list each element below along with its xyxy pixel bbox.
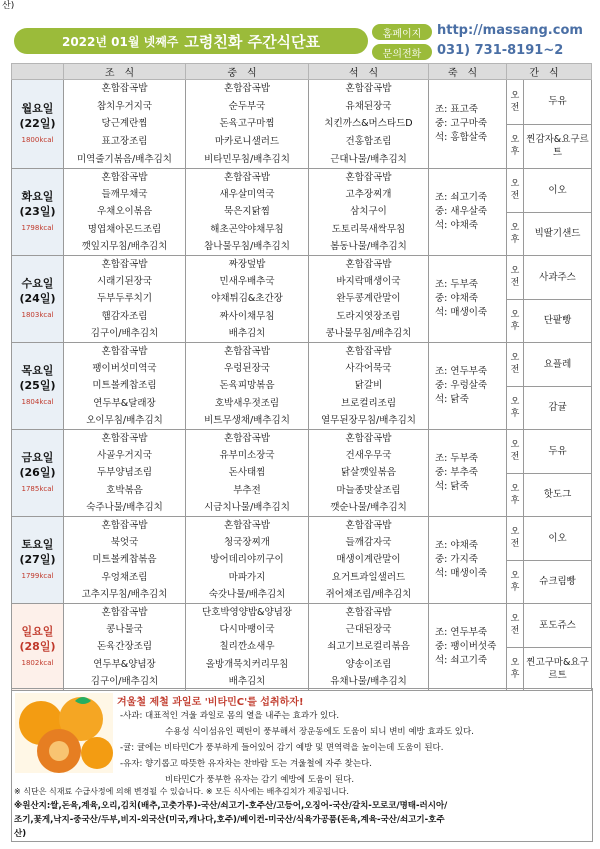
juk-item: 중: 새우살죽 — [435, 206, 488, 217]
juk-item: 조: 두부죽 — [435, 279, 478, 290]
tip-line: 수용성 식이섬유인 펙틴이 풍부해서 장운동에도 도움이 되니 변비 예방 효과도 있다. — [165, 727, 474, 737]
am-label: 오전 — [507, 517, 524, 561]
dinner-cell — [309, 343, 429, 430]
day-date: (27일) — [19, 553, 56, 566]
menu-item: 도라지엿장조림 — [336, 310, 401, 322]
menu-item: 돈사태찜 — [228, 467, 266, 479]
day-cell — [12, 343, 64, 430]
menu-item: 돈육고구마찜 — [219, 118, 275, 130]
menu-item: 오이무침/배추김치 — [86, 414, 163, 426]
menu-item: 콩나물무침/배추김치 — [325, 327, 412, 339]
menu-item: 닭갈비 — [354, 380, 383, 392]
header-breakfast: 조식 — [64, 64, 186, 80]
lunch-cell — [186, 343, 309, 430]
juk-item: 중: 고구마죽 — [435, 118, 488, 129]
juk-item: 조: 표고죽 — [435, 104, 478, 115]
menu-item: 근대나물/배추김치 — [330, 153, 407, 165]
juk-cell — [429, 80, 507, 169]
day-row — [12, 604, 592, 648]
day-date: (22일) — [19, 117, 56, 130]
juk-item: 중: 팽이버섯죽 — [435, 641, 497, 652]
tip-line: 비타민C가 풍부한 유자는 감기 예방에 도움이 된다. — [165, 775, 355, 785]
juk-item: 조: 야채죽 — [435, 540, 478, 551]
pm-label: 오후 — [507, 473, 524, 517]
menu-item: 쥐어채조림/배추김치 — [325, 588, 412, 600]
day-cell — [12, 604, 64, 691]
lunch-cell — [186, 80, 309, 169]
pm-snack: 찐감자&요구르트 — [524, 124, 592, 169]
menu-item: 유채된장국 — [345, 100, 392, 112]
menu-item: 햄감자조림 — [101, 310, 148, 322]
pm-label: 오후 — [507, 647, 524, 691]
menu-item: 마늘종맛살조림 — [336, 484, 401, 496]
day-name: 화요일 — [21, 190, 54, 203]
menu-item: 혼합잡곡밥 — [101, 433, 148, 445]
juk-item: 중: 야채죽 — [435, 293, 478, 304]
pm-snack: 감귤 — [524, 386, 592, 430]
day-kcal: 1800kcal — [21, 136, 54, 144]
menu-item: 칠리깐쇼새우 — [219, 641, 275, 653]
dinner-cell — [309, 517, 429, 604]
day-row — [12, 80, 592, 125]
menu-item: 봄동나물/배추김치 — [330, 240, 407, 252]
menu-item: 민새우배추국 — [219, 276, 275, 288]
pm-label: 오후 — [507, 560, 524, 604]
am-label: 오전 — [507, 430, 524, 474]
day-name: 월요일 — [21, 102, 54, 115]
juk-item: 석: 홍합살죽 — [435, 132, 488, 143]
menu-item: 돈육피망볶음 — [219, 380, 275, 392]
menu-item: 숙갓나물/배추김치 — [208, 588, 286, 600]
menu-item: 깻순나물/배추김치 — [330, 501, 407, 513]
juk-item: 조: 연두부죽 — [435, 627, 488, 638]
menu-item: 혼합잡곡밥 — [101, 83, 148, 95]
menu-item: 양송이조림 — [345, 658, 392, 670]
breakfast-cell — [64, 169, 186, 256]
day-date: (28일) — [19, 640, 56, 653]
menu-item: 삼치구이 — [350, 206, 387, 218]
day-name: 일요일 — [21, 625, 54, 638]
menu-item: 새우살미역국 — [219, 189, 275, 201]
menu-item: 건홍합조림 — [345, 136, 392, 148]
header-dinner: 석식 — [309, 64, 429, 80]
juk-item: 중: 가지죽 — [435, 554, 478, 565]
juk-cell — [429, 604, 507, 691]
am-label: 오전 — [507, 169, 524, 213]
table-header — [12, 64, 592, 80]
juk-item: 조: 쇠고기죽 — [435, 192, 488, 203]
day-row — [12, 517, 592, 561]
menu-item: 콩나물국 — [106, 624, 143, 636]
day-kcal: 1802kcal — [21, 659, 54, 667]
week-label: 2022년 01월 넷째주 — [61, 34, 179, 49]
menu-item: 혼합잡곡밥 — [101, 346, 148, 358]
menu-item: 근대된장국 — [345, 624, 392, 636]
day-date: (24일) — [19, 292, 56, 305]
nutrition-tip-box — [11, 688, 593, 842]
menu-item: 시래기된장국 — [96, 276, 153, 288]
menu-item: 마카로니샐러드 — [214, 136, 280, 148]
menu-item: 마파가지 — [228, 571, 266, 583]
menu-item: 순두부국 — [228, 100, 266, 112]
menu-item: 완두콩계란말이 — [336, 293, 401, 305]
dinner-cell — [309, 604, 429, 691]
am-snack: 이오 — [524, 517, 592, 561]
header-lunch: 중식 — [186, 64, 309, 80]
juk-item: 석: 닭죽 — [435, 394, 469, 405]
menu-item: 숙주나물/배추김치 — [86, 501, 163, 513]
menu-item: 요거트과일샐러드 — [331, 571, 406, 583]
menu-item: 혼합잡곡밥 — [224, 83, 270, 95]
homepage-label: 홈페이지 — [372, 24, 432, 40]
menu-item: 혼합잡곡밥 — [345, 83, 392, 95]
header-day — [12, 64, 64, 80]
am-label: 오전 — [507, 256, 524, 300]
menu-item: 명엽채아몬드조림 — [87, 223, 162, 235]
menu-item: 짜장덮밥 — [228, 259, 266, 271]
menu-item: 돈육간장조림 — [96, 641, 153, 653]
menu-item: 단호박영양밥&양념장 — [201, 607, 292, 619]
day-name: 목요일 — [21, 364, 54, 377]
dinner-cell — [309, 256, 429, 343]
am-snack: 사과주스 — [524, 256, 592, 300]
breakfast-cell — [64, 430, 186, 517]
menu-item: 혼합잡곡밥 — [224, 433, 270, 445]
day-kcal: 1804kcal — [21, 398, 54, 406]
menu-item: 들깨무채국 — [101, 189, 148, 201]
menu-item: 시금치나물/배추김치 — [204, 501, 290, 513]
day-row — [12, 430, 592, 474]
menu-item: 치킨까스&머스타드D — [324, 118, 413, 130]
menu-item: 미트볼케찹조림 — [92, 380, 157, 392]
top-strip-text: 산) — [2, 1, 15, 11]
menu-item: 다시마팽이국 — [219, 624, 275, 636]
menu-item: 호박볶음 — [106, 484, 143, 496]
menu-item: 비타민무침/배추김치 — [204, 153, 290, 165]
day-row — [12, 169, 592, 213]
menu-item: 혼합잡곡밥 — [345, 520, 392, 532]
weekly-menu-table — [11, 63, 592, 691]
day-cell — [12, 256, 64, 343]
menu-item: 연두부&달래장 — [93, 397, 156, 409]
menu-item: 청국장찌개 — [224, 537, 270, 549]
menu-item: 연두부&양념장 — [93, 658, 156, 670]
pm-label: 오후 — [507, 299, 524, 343]
homepage-link[interactable]: http://massang.com — [437, 23, 583, 38]
menu-item: 두부두루치기 — [96, 293, 153, 305]
origin-line: 산) — [14, 829, 27, 839]
dinner-cell — [309, 430, 429, 517]
juk-item: 중: 우렁살죽 — [435, 380, 488, 391]
menu-item: 올방개묵치커리무침 — [205, 658, 289, 670]
pm-snack: 슈크림빵 — [524, 560, 592, 604]
menu-item: 매생이계란말이 — [336, 554, 401, 566]
day-kcal: 1798kcal — [21, 224, 54, 232]
menu-item: 미역줄기볶음/배추김치 — [77, 153, 172, 165]
breakfast-cell — [64, 80, 186, 169]
menu-item: 혼합잡곡밥 — [224, 346, 270, 358]
menu-item: 두부양념조림 — [96, 467, 153, 479]
menu-item: 혼합잡곡밥 — [345, 607, 392, 619]
page-title: 고령친화 주간식단표 — [184, 32, 321, 51]
menu-item: 부추전 — [233, 484, 261, 496]
menu-item: 브로컬리조림 — [340, 397, 397, 409]
origin-line: ※원산지:쌀,돈육,계육,오리,김치(배추,고춧가루)-국산/쇠고기-호주산/고등어,오징어-국산/갈치-모로코/명태-러시아/ — [14, 801, 448, 811]
day-date: (25일) — [19, 379, 56, 392]
menu-item: 비트무생채/배추김치 — [204, 414, 290, 426]
lunch-cell — [186, 169, 309, 256]
day-date: (26일) — [19, 466, 56, 479]
header-snack: 간식 — [507, 64, 592, 80]
menu-item: 참치우거지국 — [96, 100, 153, 112]
juk-item: 석: 쇠고기죽 — [435, 655, 488, 666]
pm-label: 오후 — [507, 386, 524, 430]
juk-cell — [429, 169, 507, 256]
menu-item: 김구이/배추김치 — [90, 675, 159, 687]
juk-item: 조: 두부죽 — [435, 453, 478, 464]
juk-item: 조: 연두부죽 — [435, 366, 488, 377]
day-row — [12, 256, 592, 300]
day-name: 토요일 — [21, 538, 54, 551]
menu-item: 고추장찌개 — [345, 189, 392, 201]
menu-item: 혼합잡곡밥 — [345, 433, 392, 445]
juk-cell — [429, 343, 507, 430]
day-cell — [12, 80, 64, 169]
day-name: 금요일 — [21, 451, 54, 464]
day-kcal: 1785kcal — [21, 485, 54, 493]
menu-item: 우렁된장국 — [224, 363, 270, 375]
lunch-cell — [186, 256, 309, 343]
day-cell — [12, 169, 64, 256]
day-kcal: 1803kcal — [21, 311, 54, 319]
day-kcal: 1799kcal — [21, 572, 54, 580]
am-snack: 포도쥬스 — [524, 604, 592, 648]
top-strip — [0, 0, 600, 14]
menu-item: 쇠고기브로컬리볶음 — [327, 641, 410, 653]
tip-line: -유자: 향기롭고 따뜻한 유자차는 찬바람 도는 겨울철에 자주 찾는다. — [120, 759, 372, 769]
juk-item: 석: 닭죽 — [435, 481, 469, 492]
menu-item: 배추김치 — [228, 675, 266, 687]
tip-heading: 겨울철 제철 과일로 '비타민C'를 섭취하자! — [117, 697, 304, 708]
orange-fruit-icon — [15, 693, 113, 773]
menu-item: 김구이/배추김치 — [90, 327, 159, 339]
pm-label: 오후 — [507, 124, 524, 169]
menu-item: 참나물무침/배추김치 — [204, 240, 290, 252]
menu-item: 유채나물/배추김치 — [330, 675, 407, 687]
menu-item: 당근계란찜 — [101, 118, 148, 130]
menu-item: 묵은지닭찜 — [224, 206, 270, 218]
juk-cell — [429, 517, 507, 604]
menu-item: 바지락매생이국 — [336, 276, 401, 288]
juk-item: 석: 매생이죽 — [435, 568, 488, 579]
breakfast-cell — [64, 343, 186, 430]
breakfast-cell — [64, 517, 186, 604]
menu-item: 북엇국 — [110, 537, 139, 549]
pm-snack: 찐고구마&요구르트 — [524, 647, 592, 691]
day-name: 수요일 — [21, 277, 54, 290]
am-label: 오전 — [507, 343, 524, 387]
menu-item: 혼합잡곡밥 — [224, 520, 270, 532]
menu-item: 혼합잡곡밥 — [345, 346, 392, 358]
menu-item: 깻잎지무침/배추김치 — [81, 240, 168, 252]
menu-item: 해초곤약야채무침 — [210, 223, 284, 235]
menu-item: 우엉채조림 — [101, 571, 148, 583]
title-banner — [14, 28, 368, 54]
menu-item: 호박새우젓조림 — [214, 397, 280, 409]
menu-item: 혼합잡곡밥 — [224, 172, 270, 184]
dinner-cell — [309, 169, 429, 256]
juk-item: 석: 야채죽 — [435, 220, 478, 231]
menu-item: 닭살깻잎볶음 — [340, 467, 397, 479]
menu-item: 표고장조림 — [101, 136, 148, 148]
menu-item: 혼합잡곡밥 — [345, 172, 392, 184]
menu-item: 사각어묵국 — [345, 363, 392, 375]
am-snack: 두유 — [524, 80, 592, 125]
menu-item: 혼합잡곡밥 — [101, 172, 148, 184]
origin-line: 조기,꽃게,낙지-중국산/두부,비지-외국산(미국,캐나다,호주)/베이컨-미국산/식육가공품(돈육,계육-국산/쇠고기-호주 — [14, 815, 445, 825]
day-date: (23일) — [19, 205, 56, 218]
am-label: 오전 — [507, 604, 524, 648]
menu-item: 야채튀김&초간장 — [211, 293, 283, 305]
am-snack: 요플레 — [524, 343, 592, 387]
juk-item: 중: 부추죽 — [435, 467, 478, 478]
phone-number: 031) 731-8191~2 — [437, 43, 564, 58]
phone-label: 문의전화 — [372, 44, 432, 60]
day-row — [12, 343, 592, 387]
am-snack: 두유 — [524, 430, 592, 474]
breakfast-cell — [64, 256, 186, 343]
menu-item: 건새우무국 — [345, 450, 392, 462]
menu-item: 혼합잡곡밥 — [345, 259, 392, 271]
menu-item: 팽이버섯미역국 — [92, 363, 157, 375]
day-cell — [12, 517, 64, 604]
breakfast-cell — [64, 604, 186, 691]
tip-line: -귤: 귤에는 비타민C가 풍부하게 들어있어 감기 예방 및 면역력을 높이는데 도움이 된다. — [120, 743, 444, 753]
header-juk: 죽식 — [429, 64, 507, 80]
lunch-cell — [186, 517, 309, 604]
menu-item: 혼합잡곡밥 — [101, 607, 148, 619]
lunch-cell — [186, 430, 309, 517]
notice-text: ※ 식단은 식재료 수급사정에 의해 변경될 수 있습니다. ※ 모든 식사에는 배추김치가 제공됩니다. — [14, 787, 349, 796]
tip-line: -사과: 대표적인 겨울 과일로 몸의 열을 내주는 효과가 있다. — [120, 711, 340, 721]
am-snack: 이오 — [524, 169, 592, 213]
menu-item: 도토리묵새싹무침 — [331, 223, 406, 235]
menu-item: 혼합잡곡밥 — [101, 259, 148, 271]
am-label: 오전 — [507, 80, 524, 125]
pm-snack: 빅딸기샌드 — [524, 212, 592, 256]
menu-item: 미트볼케찹볶음 — [92, 554, 157, 566]
menu-item: 혼합잡곡밥 — [101, 520, 148, 532]
juk-item: 석: 매생이죽 — [435, 307, 488, 318]
lunch-cell — [186, 604, 309, 691]
menu-item: 고추지무침/배추김치 — [81, 588, 168, 600]
pm-label: 오후 — [507, 212, 524, 256]
day-cell — [12, 430, 64, 517]
menu-item: 사골우거지국 — [96, 450, 153, 462]
juk-cell — [429, 256, 507, 343]
juk-cell — [429, 430, 507, 517]
dinner-cell — [309, 80, 429, 169]
menu-item: 열무된장무침/배추김치 — [321, 414, 416, 426]
menu-item: 들깨감자국 — [345, 537, 392, 549]
menu-item: 우채오이볶음 — [96, 206, 153, 218]
menu-item: 방어데리야끼구이 — [210, 554, 284, 566]
pm-snack: 핫도그 — [524, 473, 592, 517]
pm-snack: 단팥빵 — [524, 299, 592, 343]
menu-item: 짜사이채무침 — [219, 310, 275, 322]
menu-item: 배추김치 — [228, 327, 266, 339]
menu-item: 유부미소장국 — [219, 450, 275, 462]
